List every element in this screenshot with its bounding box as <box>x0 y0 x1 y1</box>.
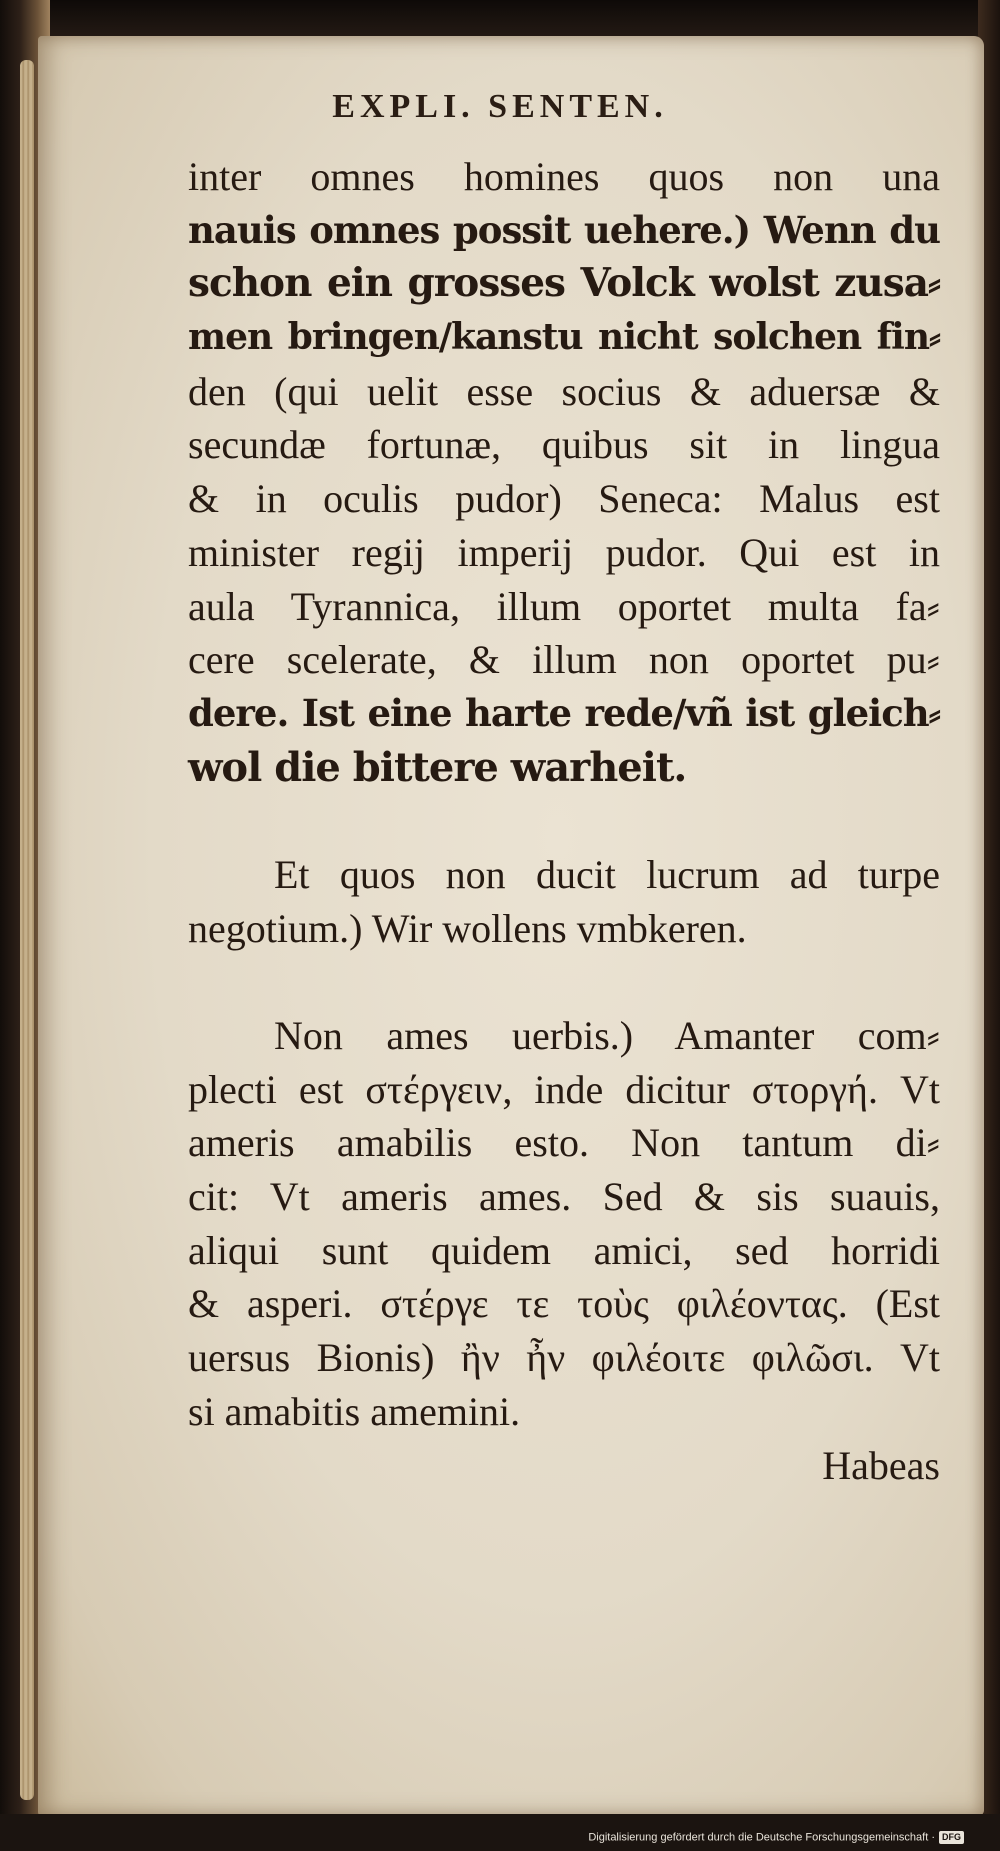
digitization-credit <box>588 1831 964 1844</box>
text-line: nauis omnes possit uehere.) Wenn du <box>188 207 940 252</box>
text-line: si amabitis amemini. <box>188 1388 521 1434</box>
text-line: Non ames uerbis.) Amanter com⸗ <box>274 1013 940 1058</box>
text-line: inter omnes homines quos non una <box>188 154 940 199</box>
text-line: Et quos non ducit lucrum ad turpe <box>274 851 940 897</box>
text-line: men bringen/kanstu nicht solchen fin⸗ <box>188 316 940 359</box>
paragraph-1 <box>188 150 940 794</box>
text-line: & asperi. στέργε τε τοὺς φιλέοντας. (Est <box>188 1281 940 1327</box>
credit-text: Digitalisierung gefördert durch die Deutsche Forschungsgemeinschaft · <box>588 1831 935 1844</box>
page-text <box>188 150 940 1492</box>
paragraph-2 <box>188 848 940 955</box>
catchword: Habeas <box>822 1442 940 1488</box>
text-line: ameris amabilis esto. Non tantum di⸗ <box>188 1120 940 1166</box>
text-line: minister regij imperij pudor. Qui est in <box>188 529 940 575</box>
scan-top-border <box>0 0 1000 38</box>
text-line: secundæ fortunæ, quibus sit in lingua <box>188 422 940 468</box>
text-line: cit: Vt ameris ames. Sed & sis suauis, <box>188 1174 940 1220</box>
text-line: cere scelerate, & illum non oportet pu⸗ <box>188 637 940 683</box>
page-stack-edge <box>20 60 34 1800</box>
text-line: negotium.) Wir wollens vmbkeren. <box>188 905 747 951</box>
text-line: aliqui sunt quidem amici, sed horridi <box>188 1227 940 1273</box>
text-line: den (qui uelit esse socius & aduersæ & <box>188 368 940 414</box>
text-line: plecti est στέργειν, inde dicitur στοργή. Vt <box>188 1066 940 1112</box>
dfg-logo: DFG <box>939 1831 964 1844</box>
running-head: EXPLI. SENTEN. <box>332 88 668 125</box>
text-line: uersus Bionis) ἢν ἦν φιλέοιτε φιλῶσι. Vt <box>188 1335 940 1381</box>
paragraph-3 <box>188 1009 940 1439</box>
text-line: aula Tyrannica, illum oportet multa fa⸗ <box>188 583 940 629</box>
text-line: & in oculis pudor) Seneca: Malus est <box>188 476 940 522</box>
text-line: schon ein grosses Volck wolst zusa⸗ <box>188 260 940 307</box>
text-line: dere. Ist eine harte rede/vñ ist gleich⸗ <box>188 690 940 735</box>
text-line: wol die bittere warheit. <box>188 743 687 791</box>
